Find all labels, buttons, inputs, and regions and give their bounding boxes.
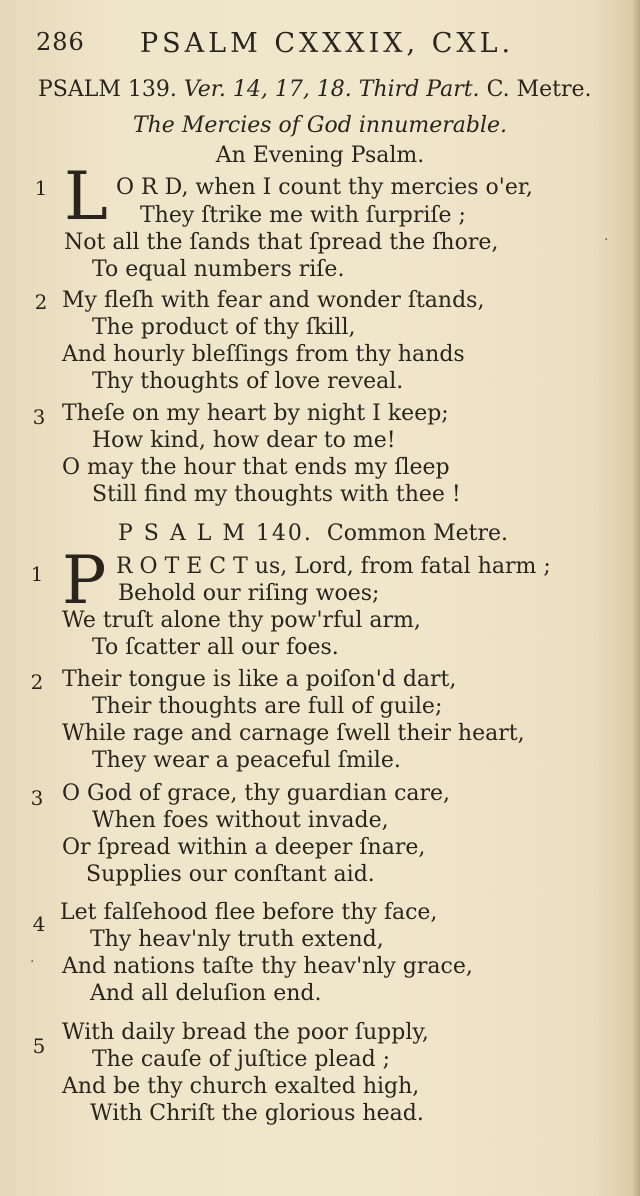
verse-line: How kind, how dear to me! xyxy=(92,428,396,453)
stanza-number: 1 xyxy=(34,176,48,200)
verse-line: O may the hour that ends my ſleep xyxy=(62,455,450,480)
verse-line: Behold our riſing woes; xyxy=(118,581,380,606)
verse-line: Supplies our conſtant aid. xyxy=(86,862,375,887)
verse-line: And be thy church exalted high, xyxy=(62,1074,420,1099)
verse-line: We truſt alone thy pow'rful arm, xyxy=(62,608,421,633)
psalm139-occasion: An Evening Psalm. xyxy=(215,143,425,168)
page-number: 286 xyxy=(36,28,85,56)
verse-line: Their tongue is like a poiſon'd dart, xyxy=(62,667,457,692)
psalm139-label: PSALM 139. xyxy=(38,77,177,102)
drop-cap-initial: L xyxy=(64,158,108,235)
verse-line: And nations taſte thy heav'nly grace, xyxy=(62,954,473,979)
verse-line: The product of thy ſkill, xyxy=(92,315,356,340)
verse-line: R O T E C T us, Lord, from fatal harm ; xyxy=(116,554,551,579)
stanza-number: 2 xyxy=(34,290,48,314)
stanza-number: 5 xyxy=(32,1034,46,1058)
stanza-number: 3 xyxy=(30,786,44,810)
drop-cap-initial: P xyxy=(62,542,107,619)
psalm140-metre: Common Metre. xyxy=(326,521,508,546)
verse-line: The cauſe of juſtice plead ; xyxy=(92,1047,391,1072)
verse-line: To equal numbers riſe. xyxy=(92,257,345,282)
psalm139-subtitle: The Mercies of God innumerable. xyxy=(132,113,508,138)
verse-line: To ſcatter all our foes. xyxy=(92,635,339,660)
verse-line: Their thoughts are full of guile; xyxy=(92,694,443,719)
psalm140-heading xyxy=(118,520,640,548)
verse-line: Let falſehood flee before thy face, xyxy=(60,900,438,925)
ink-speck: · xyxy=(604,232,609,248)
verse-line: Still find my thoughts with thee ! xyxy=(92,482,461,507)
verse-line: Thy heav'nly truth extend, xyxy=(90,927,384,952)
verse-line: And hourly bleſſings from thy hands xyxy=(62,342,465,367)
verse-line: Or ſpread within a deeper ſnare, xyxy=(62,835,426,860)
verse-line: My fleſh with fear and wonder ſtands, xyxy=(62,288,485,313)
psalm139-heading xyxy=(38,76,640,104)
verse-line: When foes without invade, xyxy=(92,808,389,833)
psalm139-part: Third Part. xyxy=(358,77,480,102)
psalm140-label: P S A L M 140. xyxy=(118,521,313,546)
psalm139-metre: C. Metre. xyxy=(486,77,592,102)
verse-line: With daily bread the poor ſupply, xyxy=(62,1020,429,1045)
verse-line: They wear a peaceful ſmile. xyxy=(92,748,401,773)
verse-line: While rage and carnage ſwell their heart, xyxy=(62,721,525,746)
verse-line: Thy thoughts of love reveal. xyxy=(92,369,404,394)
verse-line: O R D, when I count thy mercies o'er, xyxy=(116,175,533,200)
verse-line: Not all the ſands that ſpread the ſhore, xyxy=(64,230,499,255)
stanza-number: 2 xyxy=(30,670,44,694)
stanza-number: 3 xyxy=(32,405,46,429)
verse-line: And all deluſion end. xyxy=(90,981,322,1006)
running-header xyxy=(36,28,596,66)
psalm139-verse-ref: Ver. 14, 17, 18. xyxy=(183,77,352,102)
verse-line: O God of grace, thy guardian care, xyxy=(62,781,451,806)
verse-line: Theſe on my heart by night I keep; xyxy=(62,401,449,426)
verse-line: With Chriſt the glorious head. xyxy=(90,1101,424,1126)
stanza-number: 1 xyxy=(30,562,44,586)
ink-speck: · xyxy=(30,954,35,970)
running-title: PSALM CXXXIX, CXL. xyxy=(140,28,515,59)
stanza-number: 4 xyxy=(32,912,46,936)
verse-line: They ſtrike me with ſurpriſe ; xyxy=(140,203,466,228)
